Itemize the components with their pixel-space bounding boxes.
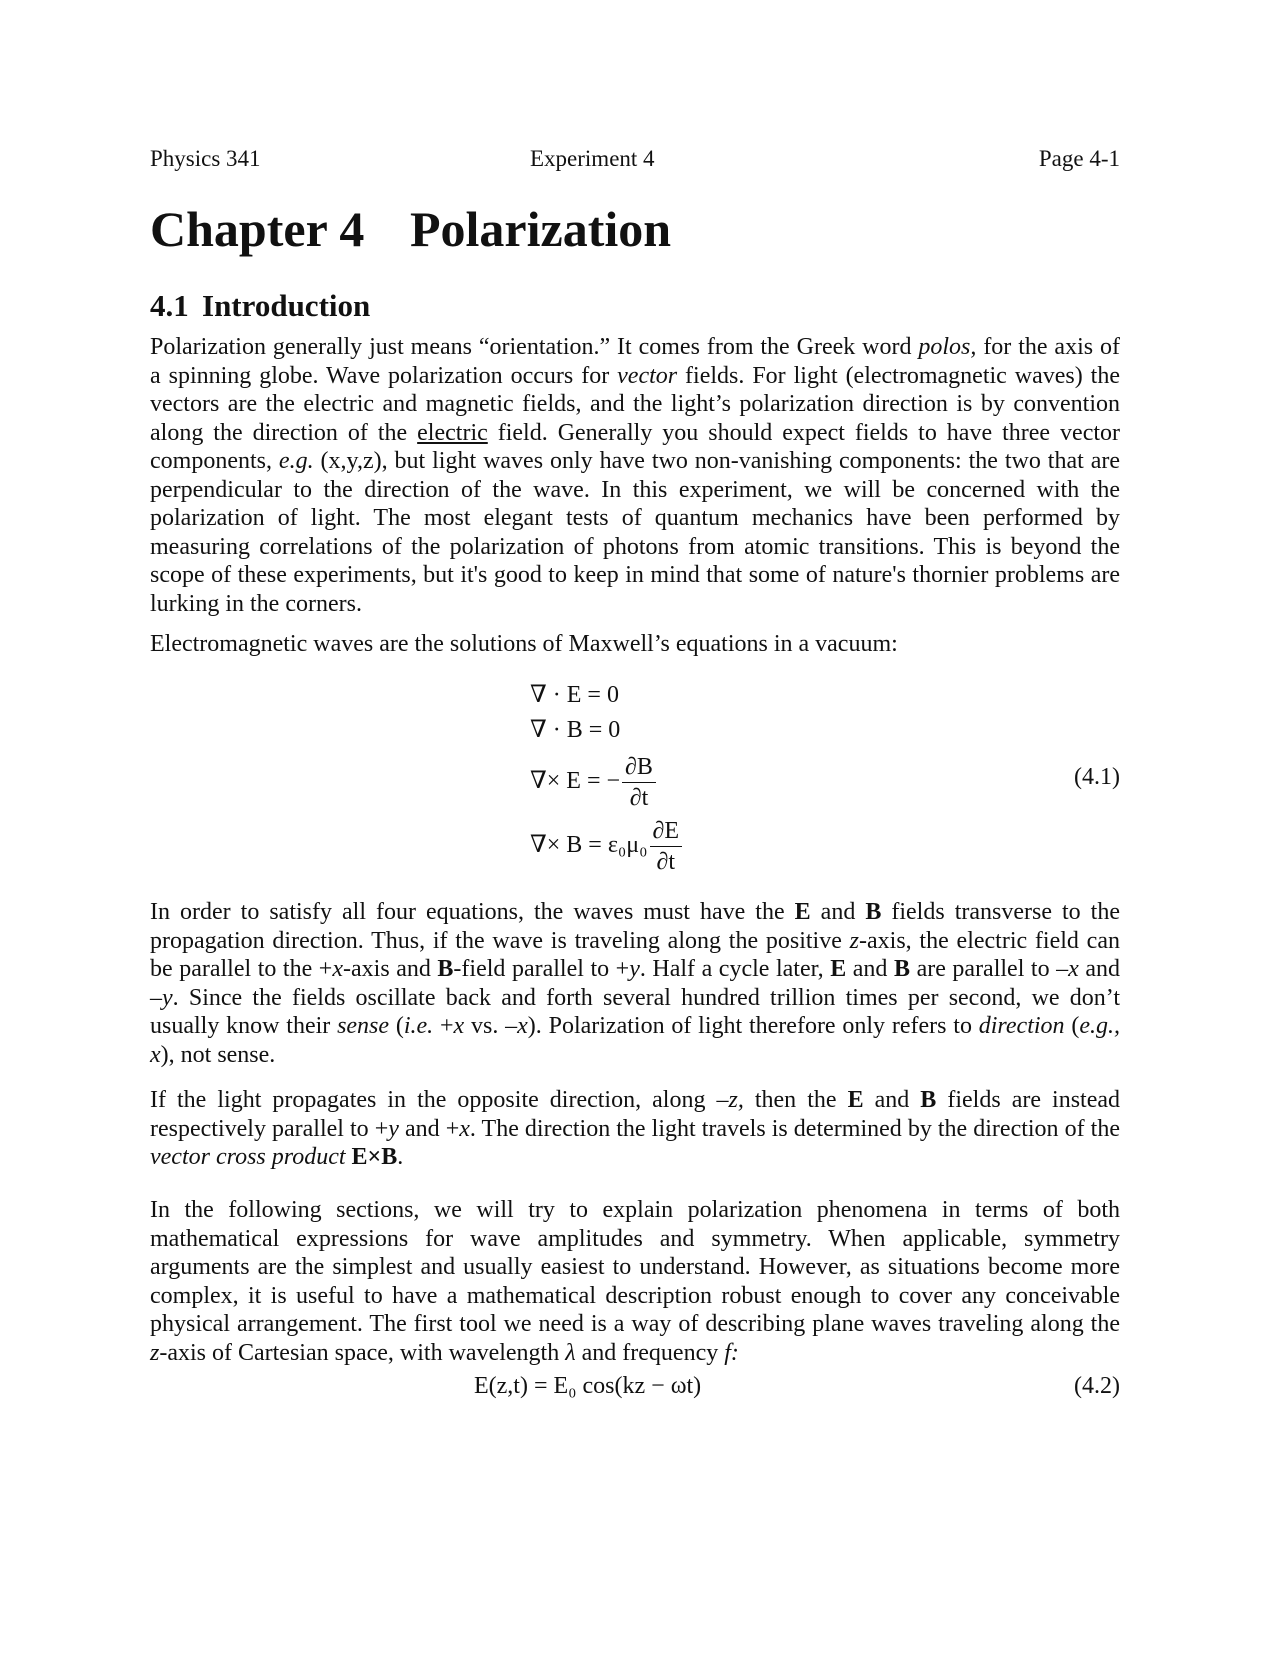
equation-gauss-e: ∇ · E = 0 [530,682,619,708]
equation-gauss-b: ∇ · B = 0 [530,717,621,743]
equation-4-2: E(z,t) = E₀ cos(kz − ωt) [474,1373,702,1399]
section-number: 4.1 [150,288,189,323]
paragraph-following-sections: In the following sections, we will try to explain polarization phenomena in terms of both mathematical expressions for wave amplitudes and symmetry. When applicable, symmetry arguments are the simplest and usually easiest to understand. However, as situations become more complex, it is useful to have a mathematical description robust enough to cover any conceivable physical arrangement. The first tool we need is a way of describing plane waves traveling along the z-axis of Cartesian space, with wavelength λ and frequency f: [150,1197,1120,1366]
paragraph-transverse: In order to satisfy all four equations, the waves must have the E and B fields transverse to the propagation direction. Thus, if the wave is traveling along the positive z-axis, the electric field can be parallel to the +x-axis and B-field parallel to +y. Half a cycle later, E and B are parallel to –x and –y. Since the fields oscillate back and forth several hundred trillion times per second, we don’t usually know their sense (i.e. +x vs. –x). Polarization of light therefore only refers to direction (e.g., x), not sense. [150,899,1121,1068]
section-heading [150,288,370,324]
paragraph-intro: Polarization generally just means “orientation.” It comes from the Greek word polos, for the axis of a spinning globe. Wave polarization occurs for vector fields. For light (electromagnetic waves) the vectors are the electric and magnetic fields, and the light’s polarization direction is by convention along the direction of the electric field. Generally you should expect fields to have three vector components, e.g. (x,y,z), but light waves only have two non-vanishing components: the two that are perpendicular to the direction of the wave. In this experiment, we will be concerned with the polarization of light. The most elegant tests of quantum mechanics have been performed by measuring correlations of the polarization of photons from atomic transitions. This is beyond the scope of these experiments, but it's good to keep in mind that some of nature's thornier problems are lurking in the corners. [150,334,1120,617]
chapter-name: Polarization [410,201,672,257]
equation-ampere: ∇× B = ε₀μ₀ $\frac{\partial E}{\partial t}$ [530,816,684,877]
paragraph-opposite-direction: If the light propagates in the opposite direction, along –z, then the E and B fields are instead respectively parallel to +y and +x. The direction the light travels is determined by the direction of the vector cross product E×B. [150,1087,1121,1170]
experiment-label: Experiment 4 [530,146,655,171]
section-title: Introduction [202,288,371,323]
page-header [150,146,1120,176]
paragraph-maxwell-intro: Electromagnetic waves are the solutions of Maxwell’s equations in a vacuum: [150,631,898,657]
equation-number-4-1: (4.1) [1074,764,1120,790]
plane-wave-equation [150,1373,1120,1407]
page-number: Page 4-1 [1038,146,1120,171]
chapter-title [150,200,671,258]
chapter-number: Chapter 4 [150,201,365,257]
course-label: Physics 341 [150,146,261,171]
maxwell-equations [150,680,1120,880]
equation-faraday: ∇× E = − $\frac{\partial B}{\partial t}$ [530,752,658,813]
equation-number-4-2: (4.2) [1074,1373,1120,1399]
